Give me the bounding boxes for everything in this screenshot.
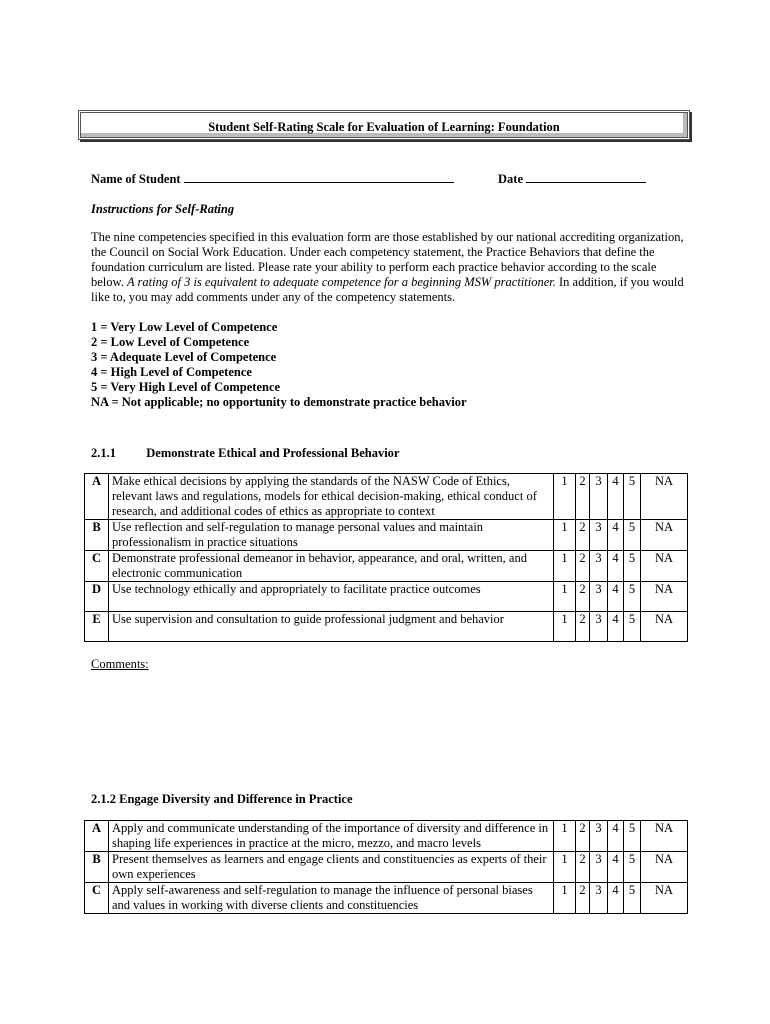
- scale-item: 3 = Adequate Level of Competence: [91, 350, 277, 364]
- form-title: Student Self-Rating Scale for Evaluation of Learning: Foundation: [208, 120, 560, 134]
- instructions-text: The nine competencies specified in this evaluation form are those established by our national accrediting organization, the Council on Social Work Education. Under each competency statement, the Practice Behaviors that define the foundation curriculum are listed. Please rate your ability to perform each practice behavior according to the scale below.: [91, 230, 684, 289]
- rating-5[interactable]: 5: [624, 883, 641, 914]
- rating-3[interactable]: 3: [590, 582, 608, 612]
- row-letter: C: [85, 551, 109, 582]
- rating-3[interactable]: 3: [590, 612, 608, 642]
- table-row: [85, 821, 688, 852]
- rating-3[interactable]: 3: [590, 520, 608, 551]
- rating-2[interactable]: 2: [576, 612, 590, 642]
- row-letter: A: [85, 474, 109, 520]
- behavior-text: Present themselves as learners and engage clients and constituencies as experts of their own experiences: [109, 852, 554, 883]
- rating-1[interactable]: 1: [554, 612, 576, 642]
- rating-3[interactable]: 3: [590, 474, 608, 520]
- section-heading-212: [91, 792, 353, 807]
- rating-3[interactable]: 3: [590, 551, 608, 582]
- rating-5[interactable]: 5: [624, 520, 641, 551]
- table-row: [85, 520, 688, 551]
- rating-4[interactable]: 4: [608, 582, 624, 612]
- rating-table-212: [84, 820, 688, 914]
- row-letter: B: [85, 852, 109, 883]
- rating-na[interactable]: NA: [641, 612, 688, 642]
- comments-label: Comments:: [91, 657, 149, 671]
- title-box: [78, 110, 690, 140]
- rating-na[interactable]: NA: [641, 474, 688, 520]
- scale-item: 1 = Very Low Level of Competence: [91, 320, 278, 334]
- rating-5[interactable]: 5: [624, 551, 641, 582]
- behavior-text: Use technology ethically and appropriately to facilitate practice outcomes: [109, 582, 554, 612]
- behavior-text: Use supervision and consultation to guide professional judgment and behavior: [109, 612, 554, 642]
- section-title: Demonstrate Ethical and Professional Behavior: [146, 446, 400, 460]
- rating-1[interactable]: 1: [554, 551, 576, 582]
- row-letter: E: [85, 612, 109, 642]
- section-heading-211: [91, 446, 399, 461]
- instructions-paragraph: [91, 230, 691, 305]
- date-field[interactable]: [526, 172, 646, 183]
- rating-5[interactable]: 5: [624, 821, 641, 852]
- section-number: 2.1.2: [91, 792, 116, 806]
- rating-4[interactable]: 4: [608, 883, 624, 914]
- rating-1[interactable]: 1: [554, 582, 576, 612]
- table-row: [85, 612, 688, 642]
- table-row: [85, 551, 688, 582]
- rating-4[interactable]: 4: [608, 852, 624, 883]
- scale-item: NA = Not applicable; no opportunity to demonstrate practice behavior: [91, 395, 467, 409]
- rating-4[interactable]: 4: [608, 821, 624, 852]
- rating-2[interactable]: 2: [576, 551, 590, 582]
- rating-3[interactable]: 3: [590, 883, 608, 914]
- rating-na[interactable]: NA: [641, 821, 688, 852]
- rating-2[interactable]: 2: [576, 520, 590, 551]
- rating-4[interactable]: 4: [608, 474, 624, 520]
- student-name-row: [91, 172, 454, 187]
- table-row: [85, 852, 688, 883]
- section-number: 2.1.1: [91, 446, 116, 460]
- date-row: [498, 172, 646, 187]
- rating-2[interactable]: 2: [576, 582, 590, 612]
- rating-1[interactable]: 1: [554, 520, 576, 551]
- rating-na[interactable]: NA: [641, 852, 688, 883]
- instructions-tail: In addition, if you would like to, you may add comments under any of the competency statements.: [91, 275, 684, 304]
- behavior-text: Make ethical decisions by applying the standards of the NASW Code of Ethics, relevant laws and regulations, models for ethical decision-making, ethical conduct of research, and additional codes of ethics as appropriate to context: [109, 474, 554, 520]
- rating-scale: [91, 320, 467, 410]
- behavior-text: Use reflection and self-regulation to manage personal values and maintain professionalism in practice situations: [109, 520, 554, 551]
- rating-1[interactable]: 1: [554, 474, 576, 520]
- rating-5[interactable]: 5: [624, 582, 641, 612]
- rating-2[interactable]: 2: [576, 883, 590, 914]
- row-letter: A: [85, 821, 109, 852]
- rating-4[interactable]: 4: [608, 520, 624, 551]
- rating-1[interactable]: 1: [554, 821, 576, 852]
- rating-5[interactable]: 5: [624, 852, 641, 883]
- row-letter: C: [85, 883, 109, 914]
- rating-3[interactable]: 3: [590, 852, 608, 883]
- rating-2[interactable]: 2: [576, 821, 590, 852]
- scale-item: 2 = Low Level of Competence: [91, 335, 250, 349]
- rating-na[interactable]: NA: [641, 883, 688, 914]
- scale-item: 4 = High Level of Competence: [91, 365, 252, 379]
- table-row: [85, 582, 688, 612]
- rating-3[interactable]: 3: [590, 821, 608, 852]
- rating-na[interactable]: NA: [641, 551, 688, 582]
- rating-2[interactable]: 2: [576, 474, 590, 520]
- behavior-text: Demonstrate professional demeanor in behavior, appearance, and oral, written, and electronic communication: [109, 551, 554, 582]
- rating-4[interactable]: 4: [608, 551, 624, 582]
- student-name-label: Name of Student: [91, 172, 181, 186]
- row-letter: D: [85, 582, 109, 612]
- rating-na[interactable]: NA: [641, 520, 688, 551]
- rating-4[interactable]: 4: [608, 612, 624, 642]
- table-row: [85, 474, 688, 520]
- table-row: [85, 883, 688, 914]
- section-title: Engage Diversity and Difference in Practice: [119, 792, 353, 806]
- rating-2[interactable]: 2: [576, 852, 590, 883]
- rating-1[interactable]: 1: [554, 883, 576, 914]
- rating-table-211: [84, 473, 688, 642]
- comments-area[interactable]: [91, 680, 687, 780]
- date-label: Date: [498, 172, 523, 186]
- behavior-text: Apply and communicate understanding of the importance of diversity and difference in shaping life experiences in practice at the micro, mezzo, and macro levels: [109, 821, 554, 852]
- rating-5[interactable]: 5: [624, 612, 641, 642]
- instructions-italic: A rating of 3 is equivalent to adequate competence for a beginning MSW practitioner.: [127, 275, 556, 289]
- student-name-field[interactable]: [184, 172, 454, 183]
- rating-5[interactable]: 5: [624, 474, 641, 520]
- rating-1[interactable]: 1: [554, 852, 576, 883]
- scale-item: 5 = Very High Level of Competence: [91, 380, 281, 394]
- instructions-heading: Instructions for Self-Rating: [91, 202, 235, 216]
- behavior-text: Apply self-awareness and self-regulation to manage the influence of personal biases and values in working with diverse clients and constituencies: [109, 883, 554, 914]
- rating-na[interactable]: NA: [641, 582, 688, 612]
- row-letter: B: [85, 520, 109, 551]
